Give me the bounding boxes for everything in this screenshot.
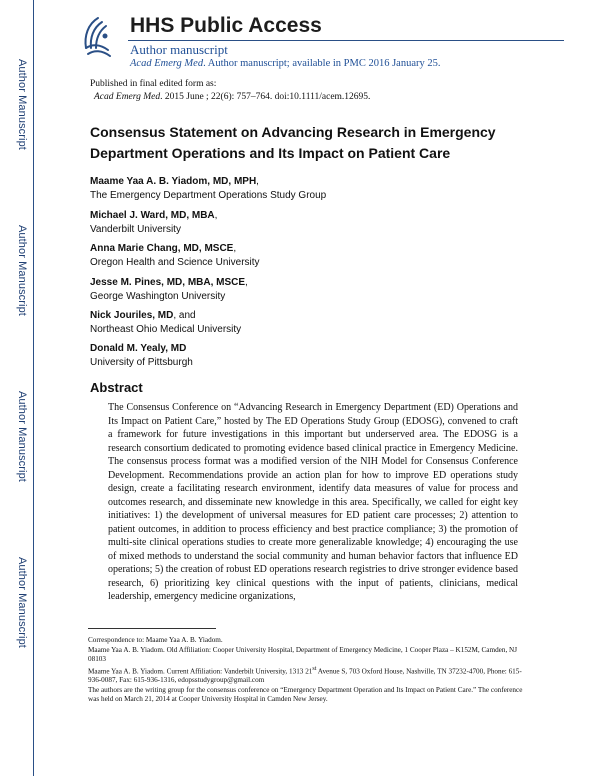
author-block	[90, 209, 217, 237]
sidebar-label-author-manuscript: Author Manuscript	[16, 224, 28, 316]
author-affiliation: George Washington University	[90, 291, 226, 302]
footnote-current-affiliation-a: Maame Yaa A. B. Yiadom. Current Affiliation: Vanderbilt University, 1313 21	[88, 667, 313, 676]
author-name: Michael J. Ward, MD, MBA	[90, 210, 215, 221]
footnote-old-affiliation: Maame Yaa A. B. Yiadom. Old Affiliation: Cooper University Hospital, Department of Emergency Medicine, 1 Cooper Plaza – K152M, Camden, NJ 08103	[88, 646, 518, 663]
sidebar-label-author-manuscript: Author Manuscript	[16, 556, 28, 648]
author-suffix: ,	[233, 243, 237, 254]
author-name: Jesse M. Pines, MD, MBA, MSCE	[90, 277, 246, 288]
author-affiliation: Oregon Health and Science University	[90, 257, 260, 268]
published-form-label: Published in final edited form as:	[90, 79, 217, 89]
footnote-writing-group: The authors are the writing group for the consensus conference on “Emergency Department Operation and Its Impact on Patient Care.” The conference was held on March 21, 2014 at Cooper University Hospital in Camden New Jersey.	[88, 686, 523, 703]
footnote-sup: st	[312, 666, 317, 672]
header-rule	[128, 40, 564, 41]
journal-abbrev: Acad Emerg Med	[130, 58, 204, 69]
author-block	[90, 309, 241, 337]
footnote-rule	[88, 628, 216, 629]
author-block	[90, 175, 326, 203]
availability-line	[130, 58, 440, 69]
footnote-correspondence: Correspondence to: Maame Yaa A. B. Yiadom.	[88, 636, 223, 644]
author-name: Donald M. Yealy, MD	[90, 343, 187, 354]
hhs-public-access-title: HHS Public Access	[130, 14, 322, 37]
author-affiliation: Northeast Ohio Medical University	[90, 324, 242, 335]
footnote-current-affiliation	[88, 665, 528, 685]
author-block	[90, 342, 193, 370]
author-name: Maame Yaa A. B. Yiadom, MD, MPH	[90, 176, 257, 187]
author-name: Nick Jouriles, MD	[90, 310, 174, 321]
author-block	[90, 242, 260, 270]
author-affiliation: University of Pittsburgh	[90, 357, 193, 368]
author-suffix: ,	[245, 277, 248, 288]
sidebar-label-author-manuscript: Author Manuscript	[16, 58, 28, 150]
abstract-heading: Abstract	[90, 380, 143, 395]
citation-details: . 2015 June ; 22(6): 757–764. doi:10.1111/acem.12695.	[160, 92, 371, 102]
sidebar-label-author-manuscript: Author Manuscript	[16, 390, 28, 482]
author-name: Anna Marie Chang, MD, MSCE	[90, 243, 234, 254]
footnote-current-affiliation-b: Avenue S, 703 Oxford House, Nashville, TN 37232-4700, Phone: 615-936-0087, Fax: 615-936-1316, edopsstudygroup@gmail.com	[88, 667, 522, 685]
availability-text: . Author manuscript; available in PMC 2016 January 25.	[203, 58, 441, 69]
author-suffix: ,	[256, 176, 259, 187]
abstract-text: The Consensus Conference on “Advancing Research in Emergency Department (ED) Operations and Its Impact on Patient Care,” hosted by The ED Operations Study Group (EDOSG), convened to craft a framework for future investigations in this important but underserved area. The EDOSG is a research consortium dedicated to promoting evidence based clinical practice in Emergency Medicine. The consensus process format was a modified version of the NIH Model for Consensus Conference Development. Recommendations provide an action plan for how to improve ED operations study design, create a facilitating research environment, identify data measures of value for process and outcomes research, and disseminate new knowledge in this area. Specifically, we called for eight key initiatives: 1) the development of universal measures for ED patient care processes; 2) attention to patient outcomes, in addition to process efficiency and best practice compliance; 3) the promotion of multi-site clinical operations studies to create more generalizable knowledge; 4) encouraging the use of mixed methods to understand the social community and human behavior factors that influence ED operations; 5) the creation of robust ED operations research registries to drive stronger evidence based research, 6) prioritizing key clinical questions with the input of patients, clinicians, medical leadership, emergency medicine organizations,	[108, 402, 518, 602]
author-suffix: ,	[214, 210, 218, 221]
citation-journal: Acad Emerg Med	[94, 92, 161, 102]
author-affiliation: Vanderbilt University	[90, 224, 181, 235]
article-title: Consensus Statement on Advancing Research in Emergency Department Operations and Its Impact on Patient Care	[90, 124, 496, 161]
sidebar-divider	[33, 0, 34, 776]
author-manuscript-label: Author manuscript	[130, 42, 228, 57]
hhs-eagle-logo-icon	[78, 14, 114, 60]
author-affiliation: The Emergency Department Operations Study Group	[90, 190, 327, 201]
author-block	[90, 276, 248, 304]
citation-line	[94, 92, 370, 102]
author-suffix: , and	[173, 310, 196, 321]
